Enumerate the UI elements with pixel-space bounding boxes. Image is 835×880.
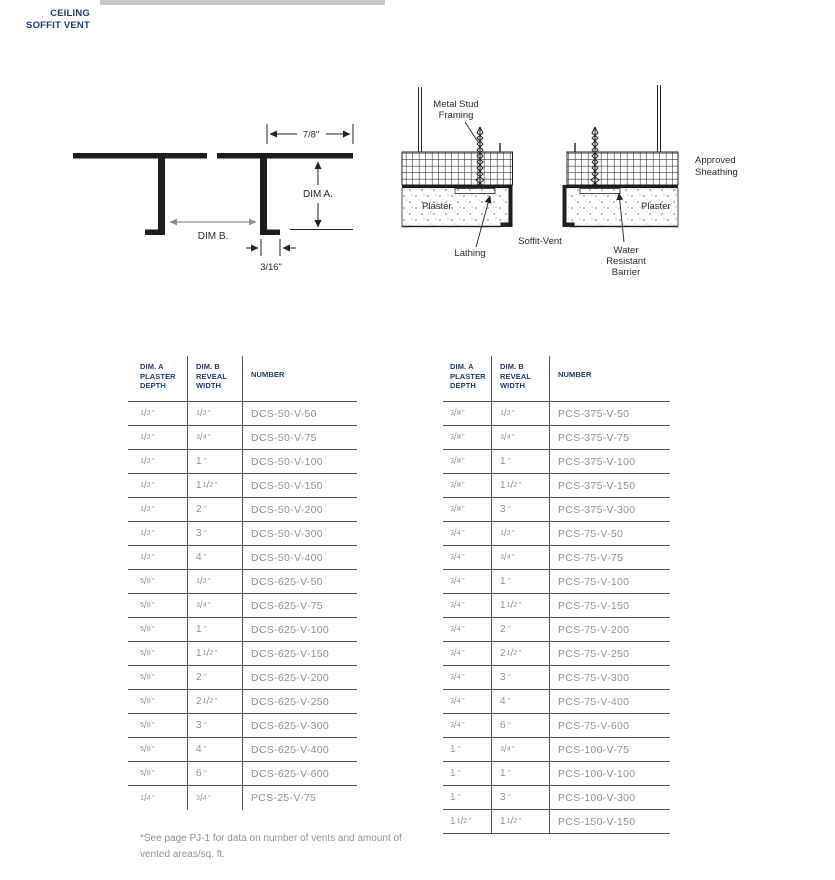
dim-b-cell: 4 ": [188, 738, 243, 761]
metal-stud-right: [658, 85, 661, 152]
dim-b-cell: 3 / 4 ": [188, 426, 243, 449]
dim-b-cell: 1 1 / 2 ": [492, 810, 550, 833]
table-header-row: [128, 356, 357, 402]
number-header: NUMBER: [251, 370, 285, 379]
dim-a-cell: 3 / 4 ": [443, 618, 492, 641]
table-row: [443, 522, 670, 546]
table-row: [443, 810, 670, 834]
dim-b-cell: 2 ": [188, 498, 243, 521]
metal-stud-framing-label-1: Metal Stud: [433, 99, 479, 110]
dim-b-cell: 6 ": [188, 762, 243, 785]
dim-b-cell: 1 / 2 ": [188, 402, 243, 425]
dim-a-cell: 1 / 2 ": [128, 546, 188, 569]
number-cell: DCS-50-V-150: [251, 479, 323, 492]
top-bar: [100, 0, 385, 5]
dim-b-cell: 4 ": [492, 690, 550, 713]
table-row: [128, 786, 357, 810]
table-row: [443, 426, 670, 450]
sheathing-right: [567, 152, 678, 185]
table-row: [443, 474, 670, 498]
table-row: [128, 690, 357, 714]
approved-sheathing-label-1: Approved: [695, 155, 736, 166]
table-row: [128, 594, 357, 618]
dim-a-cell: 3 / 8 ": [443, 498, 492, 521]
dim-b-cell: 3 ": [492, 666, 550, 689]
number-cell: PCS-75-V-75: [558, 551, 624, 564]
vent-profile-left: [73, 153, 207, 235]
table-row: [443, 546, 670, 570]
number-cell: DCS-625-V-250: [251, 695, 330, 708]
dim-a-cell: 5 / 8 ": [128, 714, 188, 737]
table-row: [128, 450, 357, 474]
dim-a-cell: 3 / 8 ": [443, 402, 492, 425]
table-row: [443, 450, 670, 474]
dim-b-cell: 1 1 / 2 ": [188, 474, 243, 497]
dim-a-cell: 1 ": [443, 762, 492, 785]
table-row: [128, 570, 357, 594]
dim-a-cell: 1 / 2 ": [128, 498, 188, 521]
dim-a-cell: 1 / 2 ": [128, 450, 188, 473]
number-cell: PCS-375-V-50: [558, 407, 630, 420]
number-cell: PCS-75-V-600: [558, 719, 630, 732]
table-row: [443, 666, 670, 690]
table-row: [443, 570, 670, 594]
footnote: [140, 831, 470, 863]
dcs-table: [128, 356, 357, 810]
dim-a-header: DIM. A PLASTER DEPTH: [128, 356, 188, 401]
page-title: [8, 8, 90, 32]
installation-diagram: [390, 85, 835, 285]
dim-a-cell: 5 / 8 ": [128, 642, 188, 665]
table-row: [443, 786, 670, 810]
dim-b-cell: 1 1 / 2 ": [492, 594, 550, 617]
dim-a-cell: 1 / 2 ": [128, 402, 188, 425]
dim-b-cell: 1 ": [492, 762, 550, 785]
dim-b-header: DIM. B REVEAL WIDTH: [188, 356, 243, 401]
dim-a-cell: 3 / 4 ": [443, 594, 492, 617]
table-row: [128, 762, 357, 786]
number-cell: PCS-25-V-75: [251, 792, 317, 804]
dim-a-cell: 3 / 4 ": [443, 666, 492, 689]
dim-a-cell: 1 / 4 ": [128, 786, 188, 810]
dim-b-cell: 3 / 4 ": [492, 426, 550, 449]
number-cell: DCS-625-V-600: [251, 767, 330, 780]
number-cell: PCS-375-V-300: [558, 503, 636, 516]
dim-b-label: DIM B.: [197, 231, 229, 242]
number-cell: DCS-50-V-75: [251, 431, 317, 444]
dim-b-cell: 6 ": [492, 714, 550, 737]
dim-a-cell: 1 / 2 ": [128, 426, 188, 449]
number-cell: PCS-75-V-300: [558, 671, 630, 684]
dim-b-cell: 4 ": [188, 546, 243, 569]
footnote-line2: vented areas/sq. ft.: [140, 849, 226, 860]
table-row: [443, 738, 670, 762]
table-row: [443, 690, 670, 714]
number-cell: DCS-50-V-300: [251, 527, 323, 540]
number-header: NUMBER: [558, 370, 592, 379]
table-row: [128, 666, 357, 690]
number-cell: DCS-50-V-100: [251, 455, 323, 468]
table-row: [128, 546, 357, 570]
table-row: [443, 762, 670, 786]
dim-b-cell: 2 1 / 2 ": [188, 690, 243, 713]
dim-a-cell: 5 / 8 ": [128, 666, 188, 689]
dim-b-cell: 1 ": [492, 570, 550, 593]
dim-b-header: DIM. B REVEAL WIDTH: [492, 356, 550, 401]
dim-b-cell: 1 1 / 2 ": [492, 474, 550, 497]
plaster-right-label: Plaster: [641, 201, 671, 212]
sheathing-edge-stiffeners: [500, 143, 575, 152]
number-cell: PCS-75-V-250: [558, 647, 630, 660]
dim-a-cell: 5 / 8 ": [128, 570, 188, 593]
table-row: [128, 474, 357, 498]
number-cell: PCS-100-V-75: [558, 743, 630, 756]
dim-a-cell: 3 / 4 ": [443, 546, 492, 569]
table-row: [128, 714, 357, 738]
plaster-left-label: Plaster: [422, 201, 452, 212]
thickness-label: 3/16": [260, 262, 282, 273]
dim-a-cell: 3 / 8 ": [443, 450, 492, 473]
number-cell: PCS-100-V-100: [558, 767, 636, 780]
dim-a-cell: 3 / 4 ": [443, 522, 492, 545]
number-cell: PCS-75-V-200: [558, 623, 630, 636]
dim-a-cell: 5 / 8 ": [128, 738, 188, 761]
metal-stud-framing-label-2: Framing: [438, 110, 474, 121]
vent-profile-diagram: [60, 100, 380, 290]
table-row: [128, 498, 357, 522]
number-cell: DCS-50-V-200: [251, 503, 323, 516]
table-row: [128, 522, 357, 546]
dim-a-cell: 5 / 8 ": [128, 762, 188, 785]
number-cell: PCS-75-V-400: [558, 695, 630, 708]
dim-a-cell: 3 / 4 ": [443, 642, 492, 665]
footnote-line1: *See page PJ-1 for data on number of vents and amount of: [140, 833, 402, 844]
dim-b-cell: 3 ": [188, 714, 243, 737]
table-row: [443, 642, 670, 666]
dim-a-label: DIM A.: [302, 189, 334, 200]
water-resistant-barrier-label-1: Water: [613, 245, 639, 256]
table-row: [128, 426, 357, 450]
metal-stud-left: [419, 87, 422, 152]
page-title-line2: SOFFIT VENT: [26, 20, 90, 31]
dim-a-cell: 3 / 4 ": [443, 570, 492, 593]
table-row: [443, 498, 670, 522]
dim-b-cell: 1 / 2 ": [492, 402, 550, 425]
table-row: [128, 402, 357, 426]
dim-b-cell: 2 1 / 2 ": [492, 642, 550, 665]
number-cell: DCS-625-V-300: [251, 719, 330, 732]
pcs-table: [443, 356, 670, 834]
dim-b-cell: 1 / 2 ": [492, 522, 550, 545]
number-cell: DCS-50-V-50: [251, 407, 317, 420]
number-cell: PCS-375-V-150: [558, 479, 636, 492]
approved-sheathing-label-2: Sheathing: [695, 167, 738, 178]
dim-b-cell: 3 / 4 ": [188, 786, 243, 810]
number-cell: DCS-625-V-400: [251, 743, 330, 756]
dim-a-cell: 3 / 8 ": [443, 426, 492, 449]
number-cell: PCS-375-V-100: [558, 455, 636, 468]
dim-a-cell: 5 / 8 ": [128, 594, 188, 617]
table-row: [443, 594, 670, 618]
dim-a-cell: 3 / 8 ": [443, 474, 492, 497]
number-cell: DCS-625-V-75: [251, 599, 323, 612]
dim-b-cell: 2 ": [492, 618, 550, 641]
dim-a-cell: 5 / 8 ": [128, 690, 188, 713]
number-cell: PCS-75-V-150: [558, 599, 630, 612]
dim-b-cell: 3 ": [492, 786, 550, 809]
water-resistant-barrier-label-3: Barrier: [611, 267, 641, 278]
dim-b-cell: 1 ": [188, 450, 243, 473]
number-cell: PCS-375-V-75: [558, 431, 630, 444]
dim-b-cell: 1 ": [492, 450, 550, 473]
water-resistant-barrier-label-2: Resistant: [606, 256, 646, 267]
dim-a-cell: 1 ": [443, 738, 492, 761]
number-cell: PCS-75-V-100: [558, 575, 630, 588]
dim-a-cell: 3 / 4 ": [443, 690, 492, 713]
dim-b-cell: 1 ": [188, 618, 243, 641]
number-cell: DCS-625-V-100: [251, 623, 330, 636]
table-row: [443, 402, 670, 426]
table-row: [443, 714, 670, 738]
framing-leader-line: [465, 122, 478, 142]
dim-b-cell: 3 ": [188, 522, 243, 545]
dim-a-cell: 1 1 / 2 ": [443, 810, 492, 833]
number-cell: DCS-625-V-200: [251, 671, 330, 684]
number-cell: DCS-50-V-400: [251, 551, 323, 564]
thickness-dimension: [246, 239, 296, 256]
dim-a-cell: 1 ": [443, 786, 492, 809]
dim-b-cell: 1 1 / 2 ": [188, 642, 243, 665]
table-row: [443, 618, 670, 642]
soffit-vent-label: Soffit-Vent: [518, 236, 562, 247]
dim-a-cell: 1 / 2 ": [128, 474, 188, 497]
page-title-line1: CEILING: [50, 8, 90, 19]
sheathing-left: [402, 152, 513, 185]
number-cell: PCS-75-V-50: [558, 527, 624, 540]
number-cell: PCS-150-V-150: [558, 815, 636, 828]
table-row: [128, 642, 357, 666]
dim-a-cell: 5 / 8 ": [128, 618, 188, 641]
table-row: [128, 618, 357, 642]
dim-a-header: DIM. A PLASTER DEPTH: [443, 356, 492, 401]
table-header-row: [443, 356, 670, 402]
dim-b-cell: 3 / 4 ": [188, 594, 243, 617]
flange-width-label: 7/8": [302, 129, 320, 141]
dim-b-cell: 3 ": [492, 498, 550, 521]
dim-b-cell: 3 / 4 ": [492, 546, 550, 569]
number-cell: PCS-100-V-300: [558, 791, 636, 804]
plaster-left-region: [402, 188, 508, 227]
number-cell: DCS-625-V-50: [251, 575, 323, 588]
table-row: [128, 738, 357, 762]
number-cell: DCS-625-V-150: [251, 647, 330, 660]
lathing-label: Lathing: [454, 248, 486, 259]
dim-a-cell: 1 / 2 ": [128, 522, 188, 545]
dim-b-cell: 1 / 2 ": [188, 570, 243, 593]
dim-b-cell: 2 ": [188, 666, 243, 689]
dim-a-cell: 3 / 4 ": [443, 714, 492, 737]
dim-b-cell: 3 / 4 ": [492, 738, 550, 761]
